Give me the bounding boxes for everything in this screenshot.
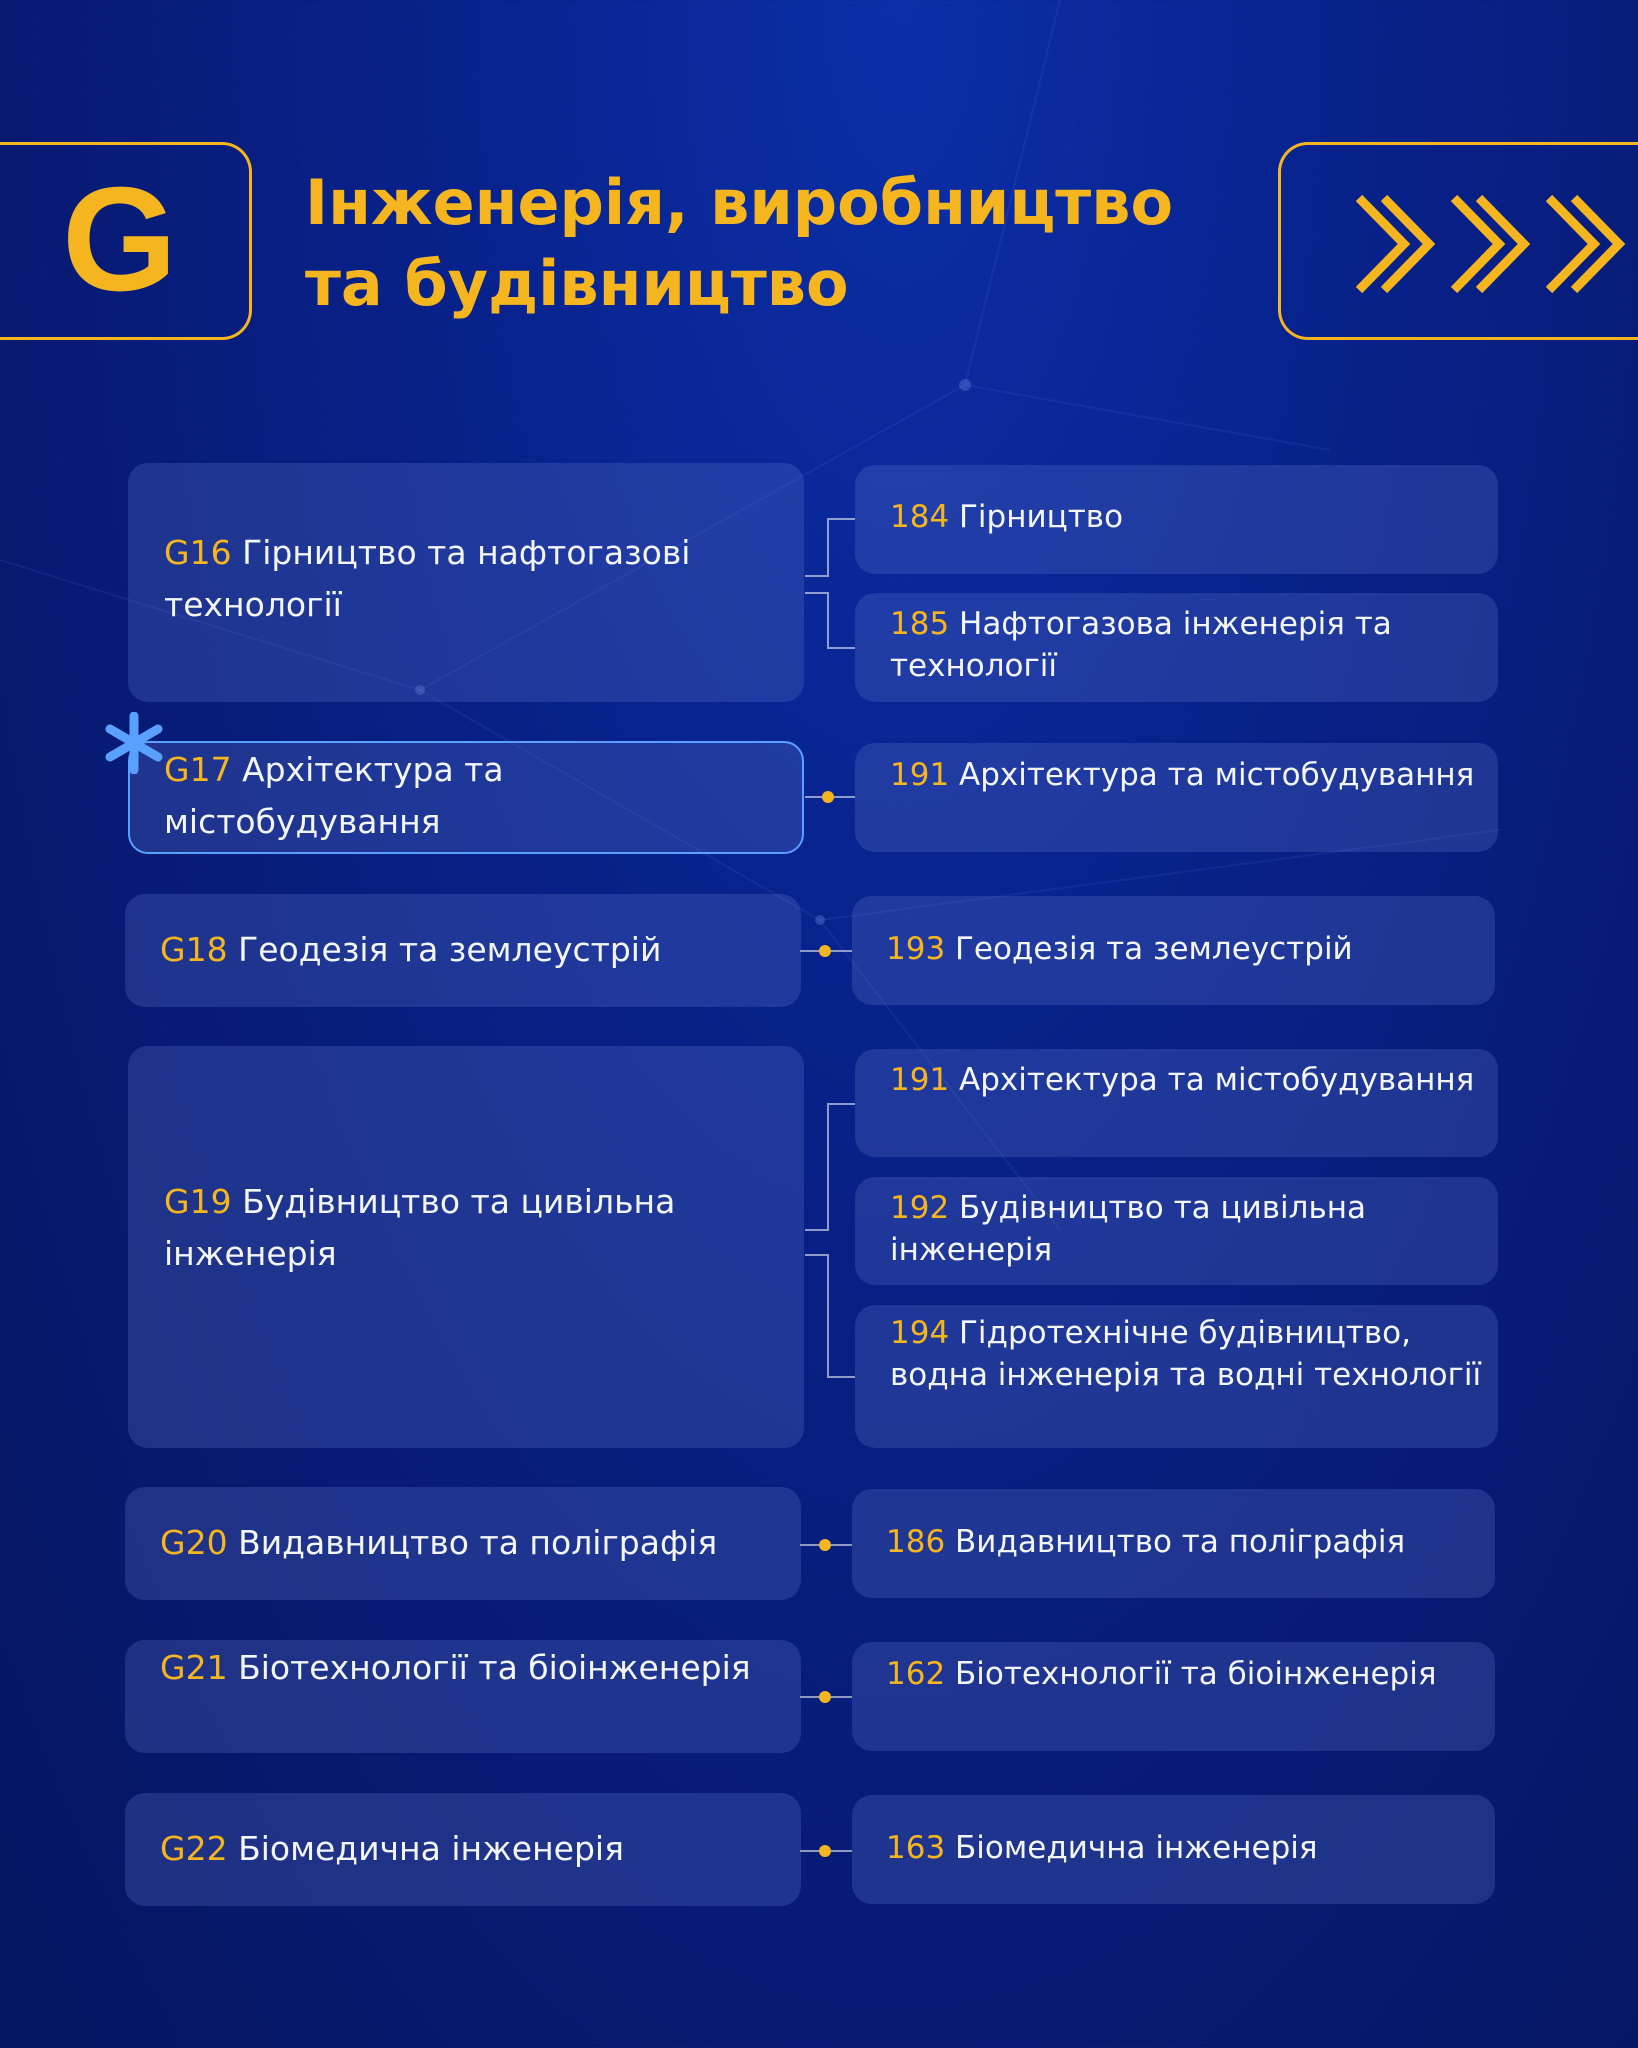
specialty-name: Будівництво та цивільна інженерія — [890, 1190, 1367, 1268]
group-label-g22 — [160, 1823, 800, 1875]
group-label-g21 — [160, 1642, 760, 1694]
group-label-g20 — [160, 1517, 810, 1569]
group-name: Біотехнології та біоінженерія — [238, 1648, 751, 1687]
specialty-name: Геодезія та землеустрій — [955, 931, 1353, 967]
group-name: Гірництво та нафтогазові технології — [164, 533, 691, 624]
group-code: G19 — [164, 1182, 232, 1221]
specialty-label-191-b — [890, 1059, 1480, 1101]
group-name: Геодезія та землеустрій — [238, 930, 662, 969]
group-label-g16 — [164, 527, 784, 631]
group-code: G16 — [164, 533, 232, 572]
asterisk-icon — [103, 712, 165, 774]
specialty-label-185 — [890, 603, 1480, 687]
group-code: G21 — [160, 1648, 228, 1687]
specialty-name: Нафтогазова інженерія та технології — [890, 606, 1392, 684]
category-letter: G — [62, 157, 178, 322]
specialty-name: Архітектура та містобудування — [959, 757, 1475, 793]
specialty-name: Гірництво — [959, 499, 1124, 535]
group-name: Біомедична інженерія — [238, 1829, 624, 1868]
specialty-label-192 — [890, 1187, 1480, 1271]
specialty-code: 186 — [886, 1524, 946, 1560]
specialty-label-184 — [890, 496, 1480, 538]
specialty-label-163 — [886, 1827, 1486, 1869]
specialty-code: 184 — [890, 499, 950, 535]
group-code: G22 — [160, 1829, 228, 1868]
group-name: Будівництво та цивільна інженерія — [164, 1182, 676, 1273]
specialty-code: 185 — [890, 606, 950, 642]
group-label-g19 — [164, 1176, 764, 1280]
specialty-name: Біомедична інженерія — [955, 1830, 1318, 1866]
specialty-code: 191 — [890, 1062, 950, 1098]
specialty-code: 192 — [890, 1190, 950, 1226]
specialty-code: 163 — [886, 1830, 946, 1866]
group-name: Архітектура та містобудування — [164, 750, 504, 841]
title-line-1: Інженерія, виробництво — [305, 166, 1174, 239]
group-code: G20 — [160, 1523, 228, 1562]
specialty-name: Біотехнології та біоінженерія — [955, 1656, 1437, 1692]
specialty-code: 194 — [890, 1315, 950, 1351]
title-line-2: та будівництво — [305, 247, 849, 320]
specialty-name: Архітектура та містобудування — [959, 1062, 1475, 1098]
group-code: G17 — [164, 750, 232, 789]
group-code: G18 — [160, 930, 228, 969]
specialty-code: 162 — [886, 1656, 946, 1692]
specialty-code: 191 — [890, 757, 950, 793]
group-name: Видавництво та поліграфія — [238, 1523, 718, 1562]
specialty-label-193 — [886, 928, 1486, 970]
specialty-name: Гідротехнічне будівництво, водна інженерія та водні технології — [890, 1315, 1482, 1393]
specialty-label-194 — [890, 1312, 1490, 1396]
group-label-g18 — [160, 924, 800, 976]
specialty-code: 193 — [886, 931, 946, 967]
group-label-g17 — [164, 744, 784, 848]
specialty-label-191 — [890, 754, 1480, 796]
specialty-label-162 — [886, 1653, 1476, 1695]
specialty-label-186 — [886, 1521, 1496, 1563]
specialty-name: Видавництво та поліграфія — [955, 1524, 1406, 1560]
